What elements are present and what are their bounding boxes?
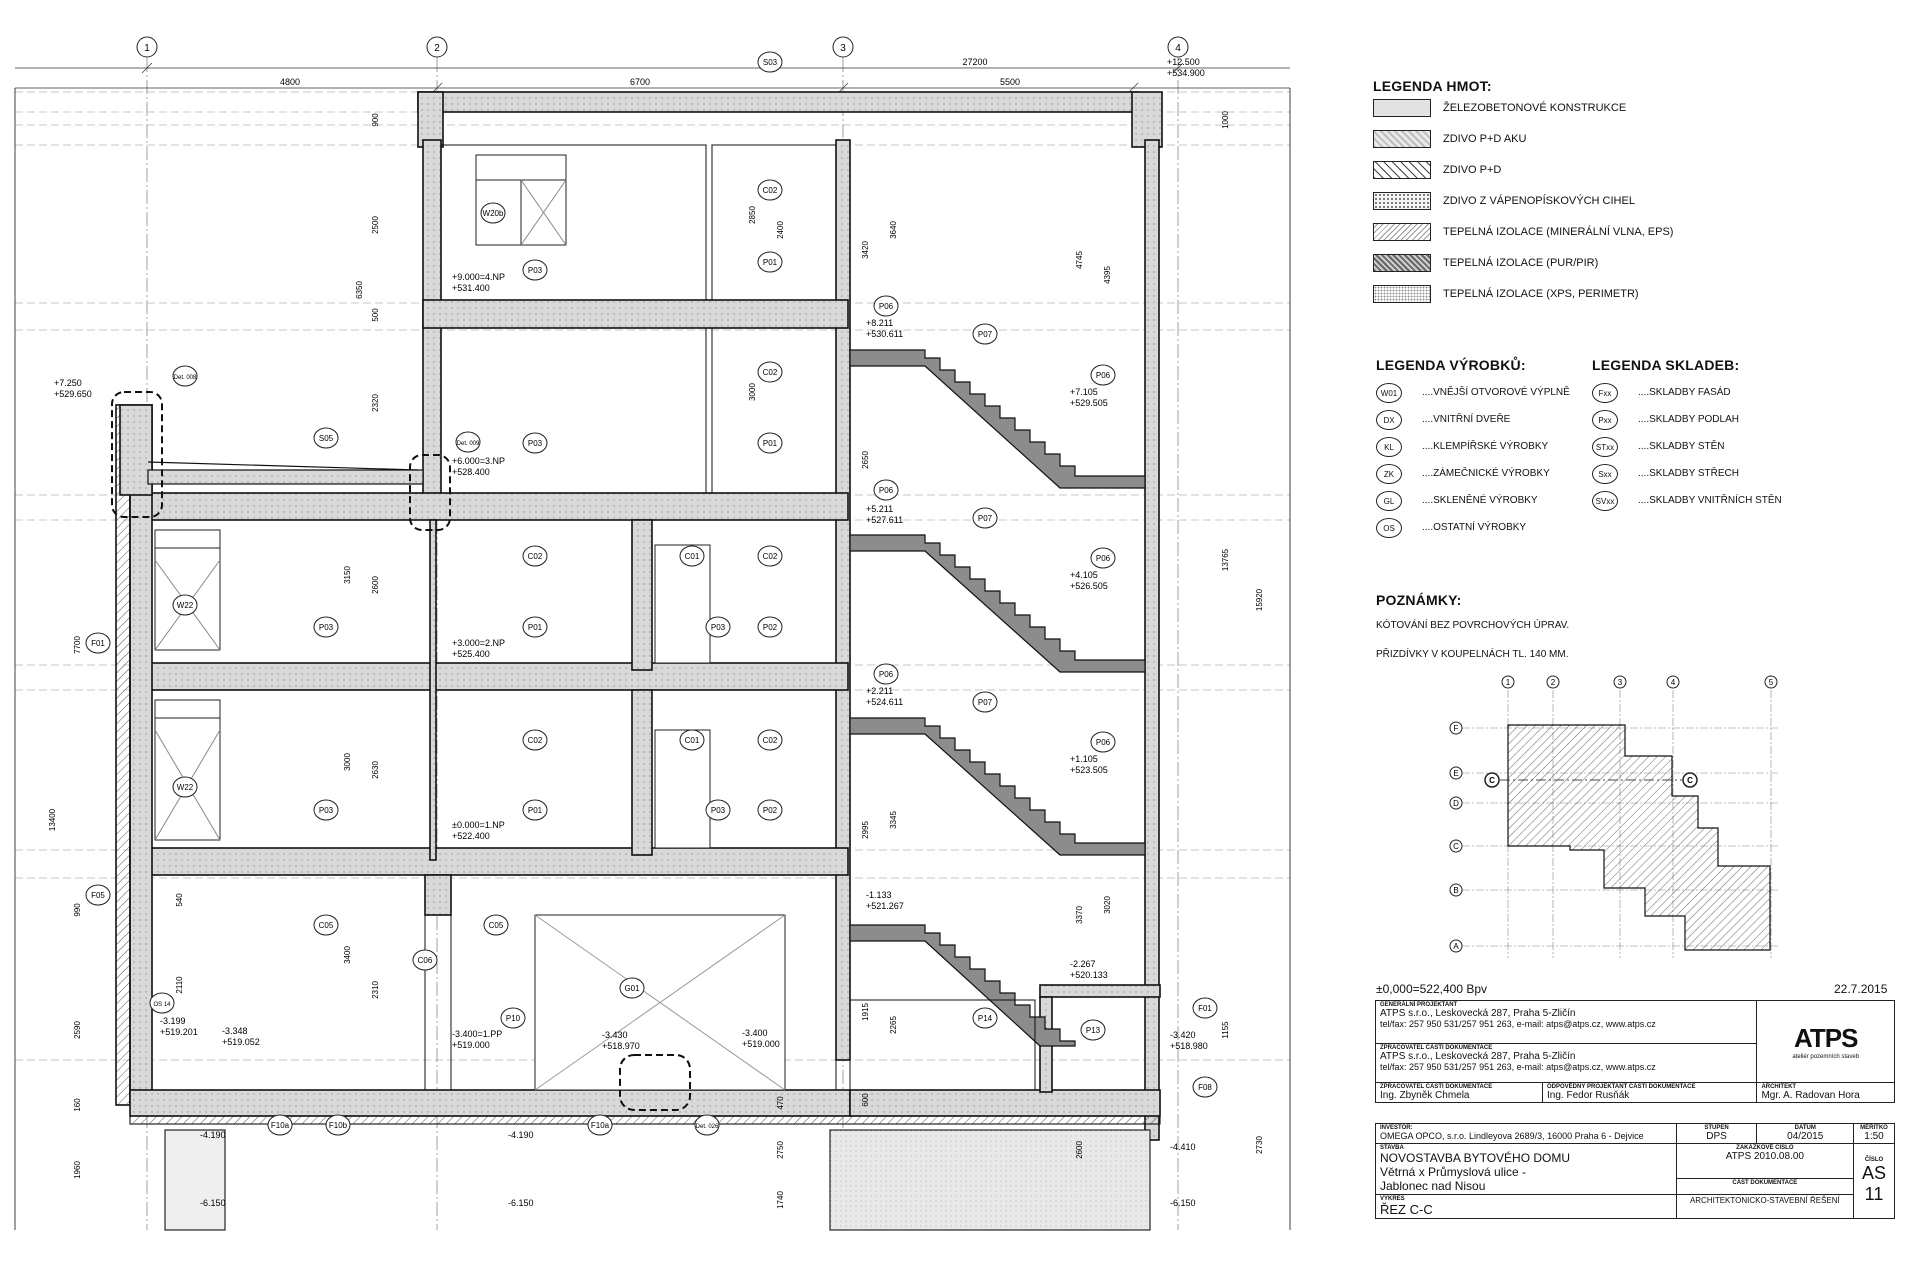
svg-text:2320: 2320 [371, 394, 380, 412]
svg-text:P02: P02 [762, 623, 778, 632]
svg-text:13765: 13765 [1221, 548, 1230, 572]
level-m6150-b: -6.150 [508, 1198, 534, 1208]
svg-text:2630: 2630 [371, 761, 380, 779]
tag-f10a-left [268, 1115, 292, 1135]
svg-text:2400: 2400 [776, 221, 785, 239]
kp-section-mark-right [1683, 773, 1697, 787]
legend-material-item: TEPELNÁ IZOLACE (XPS, PERIMETR) [1373, 284, 1639, 304]
svg-text:C: C [1489, 776, 1495, 785]
legend-product-item: DX ....VNITŘNÍ DVEŘE [1376, 410, 1636, 432]
tag-c05-left [314, 915, 338, 935]
tag-c02-1np [523, 730, 547, 750]
svg-text:C01: C01 [684, 736, 700, 745]
svg-text:2750: 2750 [776, 1141, 785, 1159]
svg-text:6350: 6350 [355, 281, 364, 299]
svg-text:A: A [1453, 942, 1459, 951]
svg-text:1915: 1915 [861, 1003, 870, 1021]
kp-col-5 [1765, 676, 1777, 688]
svg-text:15920: 15920 [1255, 588, 1264, 612]
svg-text:1960: 1960 [73, 1161, 82, 1179]
elev-m3348: -3.348 [222, 1026, 248, 1036]
svg-text:900: 900 [371, 113, 380, 127]
dim-span-2: 6700 [629, 77, 651, 87]
dim-span-1: 4800 [279, 77, 301, 87]
svg-text:2995: 2995 [861, 821, 870, 839]
legend-product-item: GL ....SKLENĚNÉ VÝROBKY [1376, 491, 1636, 513]
legend-material-item: ZDIVO P+D [1373, 160, 1501, 180]
svg-text:W20b: W20b [482, 209, 504, 218]
svg-text:P03: P03 [318, 806, 334, 815]
svg-text:3640: 3640 [889, 221, 898, 239]
dim-total: 27200 [962, 57, 988, 67]
svg-text:3: 3 [1617, 678, 1623, 687]
level-m4190-b: -4.190 [508, 1130, 534, 1140]
key-plan [1440, 668, 1800, 968]
tb-responsible-person: Ing. Fedor Rusňák [1547, 1090, 1630, 1101]
svg-text:3020: 3020 [1103, 896, 1112, 914]
elev-12500: +12.500 [1167, 57, 1200, 67]
tag-p06-b [1091, 365, 1115, 385]
svg-text:F: F [1453, 724, 1459, 733]
svg-text:2600: 2600 [371, 576, 380, 594]
grid-axis-2 [427, 37, 447, 57]
svg-text:P14: P14 [977, 1014, 993, 1023]
svg-text:P03: P03 [710, 806, 726, 815]
tag-p03-1np-b [706, 800, 730, 820]
svg-text:Det. 008: Det. 008 [173, 375, 197, 381]
elev-8211: +8.211 [866, 318, 894, 328]
svg-text:P01: P01 [527, 623, 543, 632]
tag-c02-2np-b [758, 546, 782, 566]
svg-text:D: D [1453, 799, 1459, 808]
tb-investor: INVESTOR: OMEGA OPCO, s.r.o. Lindleyova 2689/3, 16000 Praha 6 - Dejvice [1376, 1124, 1677, 1144]
svg-text:Det. 009: Det. 009 [456, 441, 480, 447]
svg-text:+519.052: +519.052 [222, 1037, 260, 1047]
svg-text:F05: F05 [91, 891, 105, 900]
svg-text:+534.900: +534.900 [1167, 68, 1205, 78]
svg-text:+525.400: +525.400 [452, 649, 490, 659]
tag-s05 [314, 428, 338, 448]
tag-c05-mid [484, 915, 508, 935]
svg-text:C02: C02 [762, 368, 778, 377]
svg-text:+529.650: +529.650 [54, 389, 92, 399]
tag-p03-2np-b [706, 617, 730, 637]
svg-text:C05: C05 [488, 921, 504, 930]
legend-product-item: OS ....OSTATNÍ VÝROBKY [1376, 518, 1636, 540]
tag-f01-right [1193, 998, 1217, 1018]
tag-c06 [413, 950, 437, 970]
legend-material-item: ZDIVO P+D AKU [1373, 129, 1526, 149]
svg-text:B: B [1453, 886, 1459, 895]
tb-processor-person: Ing. Zbyněk Chmela [1380, 1090, 1470, 1101]
legend-layer-item: Fxx ....SKLADBY FASÁD [1592, 383, 1852, 405]
elev-7250: +7.250 [54, 378, 82, 388]
svg-text:OS 14: OS 14 [153, 1002, 171, 1008]
legend-materials-title: LEGENDA HMOT: [1373, 78, 1492, 94]
kp-row-c [1450, 840, 1462, 852]
svg-text:4395: 4395 [1103, 266, 1112, 284]
svg-text:1: 1 [144, 43, 150, 54]
svg-text:160: 160 [73, 1098, 82, 1112]
date-text: 22.7.2015 [1834, 982, 1888, 996]
tag-p01-2np [523, 617, 547, 637]
svg-text:P03: P03 [527, 439, 543, 448]
svg-text:3345: 3345 [889, 811, 898, 829]
tag-p13 [1081, 1020, 1105, 1040]
kp-row-f [1450, 722, 1462, 734]
elev-m3400-r: -3.400 [742, 1028, 768, 1038]
svg-text:C: C [1687, 776, 1693, 785]
svg-text:+528.400: +528.400 [452, 467, 490, 477]
dim-span-3: 5500 [999, 77, 1021, 87]
legend-products-title: LEGENDA VÝROBKŮ: [1376, 357, 1526, 373]
kp-row-e [1450, 767, 1462, 779]
tb-order-number: ATPS 2010.08.00 [1725, 1151, 1804, 1162]
tag-f10b [326, 1115, 350, 1135]
svg-text:4745: 4745 [1075, 251, 1084, 269]
level-m6150-c: -6.150 [1170, 1198, 1196, 1208]
svg-text:3: 3 [840, 43, 846, 54]
svg-text:+518.980: +518.980 [1170, 1041, 1208, 1051]
legend-layer-item: Sxx ....SKLADBY STŘECH [1592, 464, 1852, 486]
datum-text: ±0,000=522,400 Bpv [1376, 982, 1488, 996]
top-dimensions [15, 63, 1290, 93]
tag-p06-c [874, 480, 898, 500]
svg-text:+518.970: +518.970 [602, 1041, 640, 1051]
svg-text:3000: 3000 [343, 753, 352, 771]
svg-text:2310: 2310 [371, 981, 380, 999]
swatch-aku [1373, 130, 1431, 148]
tag-w20b [481, 203, 505, 223]
svg-text:C02: C02 [527, 552, 543, 561]
level-m6150-a: -6.150 [200, 1198, 226, 1208]
svg-text:2110: 2110 [175, 976, 184, 994]
tag-p02-2np [758, 617, 782, 637]
tag-c01-2np [680, 546, 704, 566]
svg-text:+519.201: +519.201 [160, 1027, 198, 1037]
svg-text:P01: P01 [762, 439, 778, 448]
svg-text:4: 4 [1175, 43, 1181, 54]
kp-row-a [1450, 940, 1462, 952]
elev-m3199: -3.199 [160, 1016, 186, 1026]
svg-text:C: C [1453, 842, 1459, 851]
swatch-min [1373, 223, 1431, 241]
svg-text:P06: P06 [878, 670, 894, 679]
legend-material-item: ZDIVO Z VÁPENOPÍSKOVÝCH CIHEL [1373, 191, 1635, 211]
tag-p07-c [973, 692, 997, 712]
svg-text:2650: 2650 [861, 451, 870, 469]
tag-c02-4np [758, 180, 782, 200]
tb-scale: 1:50 [1864, 1131, 1884, 1142]
svg-text:2730: 2730 [1255, 1136, 1264, 1154]
svg-text:P06: P06 [878, 486, 894, 495]
svg-text:P01: P01 [762, 258, 778, 267]
tag-p07-a [973, 324, 997, 344]
svg-text:1: 1 [1505, 678, 1511, 687]
svg-text:+524.611: +524.611 [866, 697, 904, 707]
tb-drawing-title: VÝKRES ŘEZ C-C [1376, 1195, 1677, 1219]
svg-text:600: 600 [861, 1093, 870, 1107]
svg-text:2265: 2265 [889, 1016, 898, 1034]
tag-f10a-mid [588, 1115, 612, 1135]
notes-title: POZNÁMKY: [1376, 592, 1462, 608]
svg-text:P06: P06 [1095, 738, 1111, 747]
legend-product-item: W01 ....VNĚJŠÍ OTVOROVÉ VÝPLNĚ [1376, 383, 1636, 405]
svg-text:4: 4 [1670, 678, 1676, 687]
svg-text:3400: 3400 [343, 946, 352, 964]
swatch-pur [1373, 254, 1431, 272]
tag-c01-1np [680, 730, 704, 750]
note-line: PŘIZDÍVKY V KOUPELNÁCH TL. 140 MM. [1376, 649, 1569, 660]
svg-text:F10a: F10a [590, 1121, 610, 1130]
tag-f01-left [86, 633, 110, 653]
tag-det009 [456, 432, 480, 452]
tb-architect: Mgr. A. Radovan Hora [1761, 1090, 1860, 1101]
tag-w22-1np [173, 777, 197, 797]
elev-3np: +6.000=3.NP [452, 456, 506, 466]
legend-materials [1373, 78, 1893, 300]
elev-1np: ±0.000=1.NP [452, 820, 505, 830]
elev-4np: +9.000=4.NP [452, 272, 506, 282]
svg-text:2590: 2590 [73, 1021, 82, 1039]
level-m4190-a: -4.190 [200, 1130, 226, 1140]
elev-m3430: -3.430 [602, 1030, 628, 1040]
svg-text:2850: 2850 [748, 206, 757, 224]
tb-project: STAVBA NOVOSTAVBA BYTOVÉHO DOMU Větrná x Průmyslová ulice - Jablonec nad Nisou [1376, 1144, 1677, 1195]
svg-text:+526.505: +526.505 [1070, 581, 1108, 591]
tag-c02-1np-b [758, 730, 782, 750]
tag-p06-e [874, 664, 898, 684]
tag-c02-3np [758, 362, 782, 382]
legend-layer-item: SVxx ....SKLADBY VNITŘNÍCH STĚN [1592, 491, 1852, 513]
swatch-pd [1373, 161, 1431, 179]
tb-general-designer: GENERÁLNÍ PROJEKTANT ATPS s.r.o., Leskovecká 287, Praha 5-Zličín tel/fax: 257 950 531/257 951 263, e-mail: atps@atps.cz, www.atps.cz [1376, 1001, 1757, 1044]
svg-text:2600: 2600 [1075, 1141, 1084, 1159]
tb-date: 04/2015 [1787, 1131, 1824, 1142]
svg-text:W22: W22 [176, 783, 194, 792]
svg-text:P06: P06 [1095, 371, 1111, 380]
svg-text:S03: S03 [762, 58, 778, 67]
svg-text:P10: P10 [505, 1014, 521, 1023]
svg-text:3370: 3370 [1075, 906, 1084, 924]
svg-text:C02: C02 [762, 736, 778, 745]
grid-axis-1 [137, 37, 157, 57]
legend-material-item: TEPELNÁ IZOLACE (MINERÁLNÍ VLNA, EPS) [1373, 222, 1673, 242]
svg-text:2500: 2500 [371, 216, 380, 234]
svg-text:1740: 1740 [776, 1191, 785, 1209]
svg-text:F10a: F10a [270, 1121, 290, 1130]
tag-p06-a [874, 296, 898, 316]
kp-col-1 [1502, 676, 1514, 688]
svg-text:+522.400: +522.400 [452, 831, 490, 841]
svg-text:13400: 13400 [48, 808, 57, 832]
tag-p01-4np [758, 252, 782, 272]
tb-processor: ZPRACOVATEL ČÁSTI DOKUMENTACE ATPS s.r.o., Leskovecká 287, Praha 5-Zličín tel/fax: 257 950 531/257 951 263, e-mail: atps@atps.cz, www.atps.cz [1376, 1044, 1757, 1083]
svg-text:P03: P03 [527, 266, 543, 275]
svg-text:+519.000: +519.000 [742, 1039, 780, 1049]
svg-text:P07: P07 [977, 330, 993, 339]
tag-s03 [758, 52, 782, 72]
svg-text:E: E [1453, 769, 1459, 778]
svg-text:S05: S05 [318, 434, 334, 443]
svg-text:+521.267: +521.267 [866, 901, 904, 911]
swatch-xps [1373, 285, 1431, 303]
tag-p06-f [1091, 732, 1115, 752]
tag-p03-3np [523, 433, 547, 453]
tag-p03-2np [314, 617, 338, 637]
svg-text:P01: P01 [527, 806, 543, 815]
tb-doc-part: ARCHITEKTONICKO-STAVEBNÍ ŘEŠENÍ [1676, 1195, 1853, 1219]
atps-logo: ATPS ateliér pozemních staveb [1757, 1001, 1895, 1083]
title-block: GENERÁLNÍ PROJEKTANT ATPS s.r.o., Leskovecká 287, Praha 5-Zličín tel/fax: 257 950 531/257 951 263, e-mail: atps@atps.cz, www.atps.cz ATPS ateliér pozemních staveb ZPRACOVATEL ČÁSTI DOKUMENTACE ATPS s.r.o., Leskovecká 287, Praha 5-Zličín tel/fax: 257 950 531/257 951 263, e-mail: atps@atps.cz, www.atps.cz ZPRACOVATEL ČÁSTI DOKUMENTACE Ing. Zbyněk Chmela ODPOVĚDNÝ PROJEKTANT ČÁSTI DOKUMENTACE Ing. Fedor Rusňák ARCHITEKT Mgr. A. Radovan Hora INVESTOR: OMEGA OPCO, s.r.o. Lindleyova 2689/3, 16000 Praha 6 - Dejvice STUPEŇ DPS DATUM 04/2015 MĚŘÍTKO 1:50 STAVBA NOVOSTAVBA BYTOVÉHO DOMU Větrná x Průmyslová ulice - Jablonec nad Nisou ZAKÁZKOVÉ ČÍSLO ATPS 2010.08.00 ČÍSLO AS 11 ČÁST DOKUMENTACE VÝKRES ŘEZ C-C ARCHITEKTONICKO-STAVEBNÍ ŘEŠENÍ [1375, 1000, 1895, 1219]
svg-text:C06: C06 [417, 956, 433, 965]
swatch-concrete [1373, 99, 1431, 117]
elev-2np: +3.000=2.NP [452, 638, 506, 648]
svg-text:+531.400: +531.400 [452, 283, 490, 293]
tag-p03-1np [314, 800, 338, 820]
tag-p14 [973, 1008, 997, 1028]
notes [1376, 592, 1776, 662]
svg-text:C02: C02 [762, 186, 778, 195]
svg-text:P03: P03 [318, 623, 334, 632]
elev-m3420: -3.420 [1170, 1030, 1196, 1040]
svg-text:P07: P07 [977, 514, 993, 523]
tag-p02-1np [758, 800, 782, 820]
legend-layers [1592, 357, 1852, 527]
svg-text:+530.611: +530.611 [866, 329, 904, 339]
svg-text:540: 540 [175, 893, 184, 907]
svg-text:W22: W22 [176, 601, 194, 610]
svg-text:1155: 1155 [1221, 1021, 1230, 1039]
tag-p01-3np [758, 433, 782, 453]
elev-m2267: -2.267 [1070, 959, 1096, 969]
legend-layer-item: STxx ....SKLADBY STĚN [1592, 437, 1852, 459]
svg-text:C01: C01 [684, 552, 700, 561]
svg-text:F08: F08 [1198, 1083, 1212, 1092]
svg-text:1000: 1000 [1221, 111, 1230, 129]
tag-p10 [501, 1008, 525, 1028]
tag-p07-b [973, 508, 997, 528]
svg-text:2: 2 [434, 43, 440, 54]
swatch-vap [1373, 192, 1431, 210]
tag-p06-d [1091, 548, 1115, 568]
tag-c02-2np [523, 546, 547, 566]
svg-text:+519.000: +519.000 [452, 1040, 490, 1050]
legend-products [1376, 357, 1596, 557]
tag-os14 [150, 993, 174, 1013]
level-m4410: -4.410 [1170, 1142, 1196, 1152]
svg-text:F01: F01 [1198, 1004, 1212, 1013]
svg-text:F10b: F10b [328, 1121, 348, 1130]
tag-f08 [1193, 1077, 1217, 1097]
tag-g01 [620, 978, 644, 998]
tag-p03-4np [523, 260, 547, 280]
svg-text:P06: P06 [878, 302, 894, 311]
grid-axis-3 [833, 37, 853, 57]
legend-layers-title: LEGENDA SKLADEB: [1592, 357, 1740, 373]
svg-text:P13: P13 [1085, 1026, 1101, 1035]
elev-2211: +2.211 [866, 686, 894, 696]
elev-5211: +5.211 [866, 504, 894, 514]
svg-text:G01: G01 [624, 984, 640, 993]
legend-material-item: TEPELNÁ IZOLACE (PUR/PIR) [1373, 253, 1598, 273]
elev-7105: +7.105 [1070, 387, 1098, 397]
elev-m1133: -1.133 [866, 890, 892, 900]
grid-axis-4 [1168, 37, 1188, 57]
kp-section-mark-left [1485, 773, 1499, 787]
svg-text:F01: F01 [91, 639, 105, 648]
svg-text:+520.133: +520.133 [1070, 970, 1108, 980]
tag-det026 [695, 1115, 719, 1135]
legend-layer-item: Pxx ....SKLADBY PODLAH [1592, 410, 1852, 432]
note-line: KÓTOVÁNÍ BEZ POVRCHOVÝCH ÚPRAV. [1376, 620, 1570, 631]
kp-col-3 [1614, 676, 1626, 688]
elev-1105: +1.105 [1070, 754, 1098, 764]
svg-text:P02: P02 [762, 806, 778, 815]
svg-text:Det. 026: Det. 026 [695, 1124, 719, 1130]
kp-row-d [1450, 797, 1462, 809]
svg-text:+529.505: +529.505 [1070, 398, 1108, 408]
kp-col-4 [1667, 676, 1679, 688]
svg-text:P03: P03 [710, 623, 726, 632]
tb-sheet-number: ČÍSLO AS 11 [1854, 1144, 1895, 1219]
svg-text:C05: C05 [318, 921, 334, 930]
svg-text:3420: 3420 [861, 241, 870, 259]
elev-1pp: -3.400=1.PP [452, 1029, 503, 1039]
svg-text:3150: 3150 [343, 566, 352, 584]
svg-text:P06: P06 [1095, 554, 1111, 563]
svg-text:C02: C02 [527, 736, 543, 745]
svg-text:+523.505: +523.505 [1070, 765, 1108, 775]
tb-stage: DPS [1706, 1131, 1727, 1142]
tag-f05 [86, 885, 110, 905]
svg-text:990: 990 [73, 903, 82, 917]
legend-product-item: KL ....KLEMPÍŘSKÉ VÝROBKY [1376, 437, 1636, 459]
svg-text:3000: 3000 [748, 383, 757, 401]
svg-text:P07: P07 [977, 698, 993, 707]
tag-det008 [173, 366, 197, 386]
tag-w22-2np [173, 595, 197, 615]
kp-col-2 [1547, 676, 1559, 688]
tag-p01-1np [523, 800, 547, 820]
elev-4105: +4.105 [1070, 570, 1098, 580]
svg-text:470: 470 [776, 1096, 785, 1110]
svg-text:5: 5 [1768, 678, 1774, 687]
svg-text:C02: C02 [762, 552, 778, 561]
svg-text:500: 500 [371, 308, 380, 322]
svg-text:2: 2 [1550, 678, 1556, 687]
svg-text:+527.611: +527.611 [866, 515, 904, 525]
legend-material-item: ŽELEZOBETONOVÉ KONSTRUKCE [1373, 98, 1626, 118]
kp-row-b [1450, 884, 1462, 896]
legend-product-item: ZK ....ZÁMEČNICKÉ VÝROBKY [1376, 464, 1636, 486]
svg-text:7700: 7700 [73, 636, 82, 654]
